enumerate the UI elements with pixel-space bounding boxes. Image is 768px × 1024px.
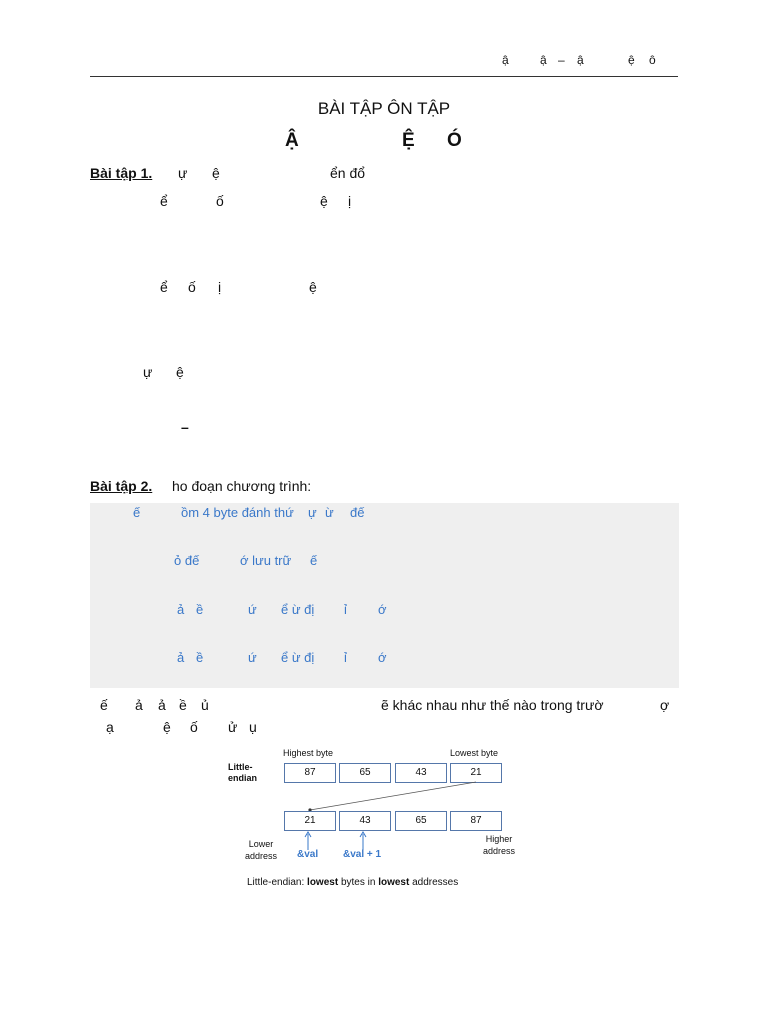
text-fragment: ợ (660, 697, 670, 713)
text-fragment: ệ (309, 279, 317, 295)
caption-bold: lowest (307, 877, 339, 888)
exercise-2-intro: ho đoạn chương trình: (172, 478, 312, 494)
code-fragment: ỏ đế (174, 553, 200, 568)
code-fragment: ể ừ đị (281, 650, 315, 665)
header-fragment: ậ (577, 53, 584, 67)
text-fragment: ạ (106, 719, 114, 735)
text-fragment: ự (143, 364, 153, 380)
byte-cell: 43 (395, 763, 447, 783)
text-fragment: ả (158, 697, 166, 713)
text-fragment: ẽ khác nhau như thế nào trong trườ (381, 697, 604, 713)
code-fragment: ế (133, 505, 141, 520)
header-fragment: ệ (628, 53, 635, 67)
text-fragment: ệ (176, 364, 184, 380)
pointer-arrow-icon (357, 831, 369, 851)
text-fragment: ự (178, 165, 188, 181)
text-fragment: ển đổ (330, 165, 366, 181)
text-fragment: ị (218, 279, 222, 295)
text-fragment: ố (188, 279, 196, 295)
lowest-byte-label: Lowest byte (450, 748, 499, 758)
byte-cell: 43 (339, 811, 391, 831)
text-fragment: ố (216, 193, 224, 209)
code-fragment: ề (196, 650, 204, 665)
text-fragment: ề (179, 697, 187, 713)
subtitle-fragment: Ệ (402, 130, 415, 151)
text-fragment: ị (348, 193, 352, 209)
text-fragment: ụ (249, 719, 257, 735)
text-fragment: ể (160, 279, 168, 295)
code-fragment: ỉ (344, 602, 347, 617)
text-fragment: ế (100, 697, 108, 713)
caption-text: bytes in (338, 877, 379, 888)
diagram-caption (247, 877, 458, 888)
byte-cell: 87 (450, 811, 502, 831)
header-fragment: ậ (540, 53, 547, 67)
caption-bold: lowest (378, 877, 410, 888)
code-fragment: ự (308, 505, 317, 520)
little-endian-label: Little- endian (228, 762, 258, 783)
text-fragment: ử (228, 719, 238, 735)
byte-cell: 87 (284, 763, 336, 783)
text-fragment: ệ (320, 193, 328, 209)
caption-text: Little-endian: (247, 877, 308, 888)
byte-cell: 21 (284, 811, 336, 831)
byte-cell: 21 (450, 763, 502, 783)
header-dash: – (558, 53, 565, 67)
text-fragment: ố (190, 719, 198, 735)
code-fragment: ừ (325, 505, 334, 520)
text-fragment: ệ (212, 165, 220, 181)
subtitle-fragment: Ậ (285, 130, 299, 151)
text-fragment: ủ (201, 697, 209, 713)
code-fragment: ả (177, 650, 185, 665)
text-dash: – (181, 419, 189, 435)
code-fragment: ớ (378, 602, 387, 617)
lower-address-label: Lower address (245, 839, 278, 861)
header-fragment: ậ (502, 53, 509, 67)
byte-move-arrow (300, 780, 480, 815)
code-fragment: ả (177, 602, 185, 617)
code-fragment: ớ (378, 650, 387, 665)
code-fragment: ề (196, 602, 204, 617)
header-rule (90, 76, 678, 77)
byte-cell: 65 (339, 763, 391, 783)
highest-byte-label: Highest byte (283, 748, 334, 758)
pointer-val-label: &val (297, 849, 319, 860)
code-fragment: đế (350, 505, 365, 520)
higher-address-label: Higher address (483, 834, 516, 856)
header-fragment: ô (649, 53, 656, 67)
code-fragment: ể ừ đị (281, 602, 315, 617)
caption-text: addresses (409, 877, 459, 888)
byte-cell: 65 (395, 811, 447, 831)
code-fragment: ứ (248, 650, 257, 665)
subtitle-fragment: Ó (447, 130, 462, 151)
pointer-val-plus-one-label: &val + 1 (343, 849, 382, 860)
code-fragment: ỉ (344, 650, 347, 665)
code-fragment: ế (310, 553, 318, 568)
code-fragment: ứ (248, 602, 257, 617)
document-title: BÀI TẬP ÔN TẬP (317, 99, 451, 118)
exercise-1-label: Bài tập 1. (90, 165, 153, 181)
code-fragment: ớ lưu trữ (240, 553, 292, 568)
code-fragment: ồm 4 byte đánh thứ (181, 505, 294, 520)
exercise-2-label: Bài tập 2. (90, 478, 153, 494)
text-fragment: ể (160, 193, 168, 209)
pointer-arrow-icon (302, 831, 314, 851)
text-fragment: ệ (163, 719, 171, 735)
text-fragment: ả (135, 697, 143, 713)
